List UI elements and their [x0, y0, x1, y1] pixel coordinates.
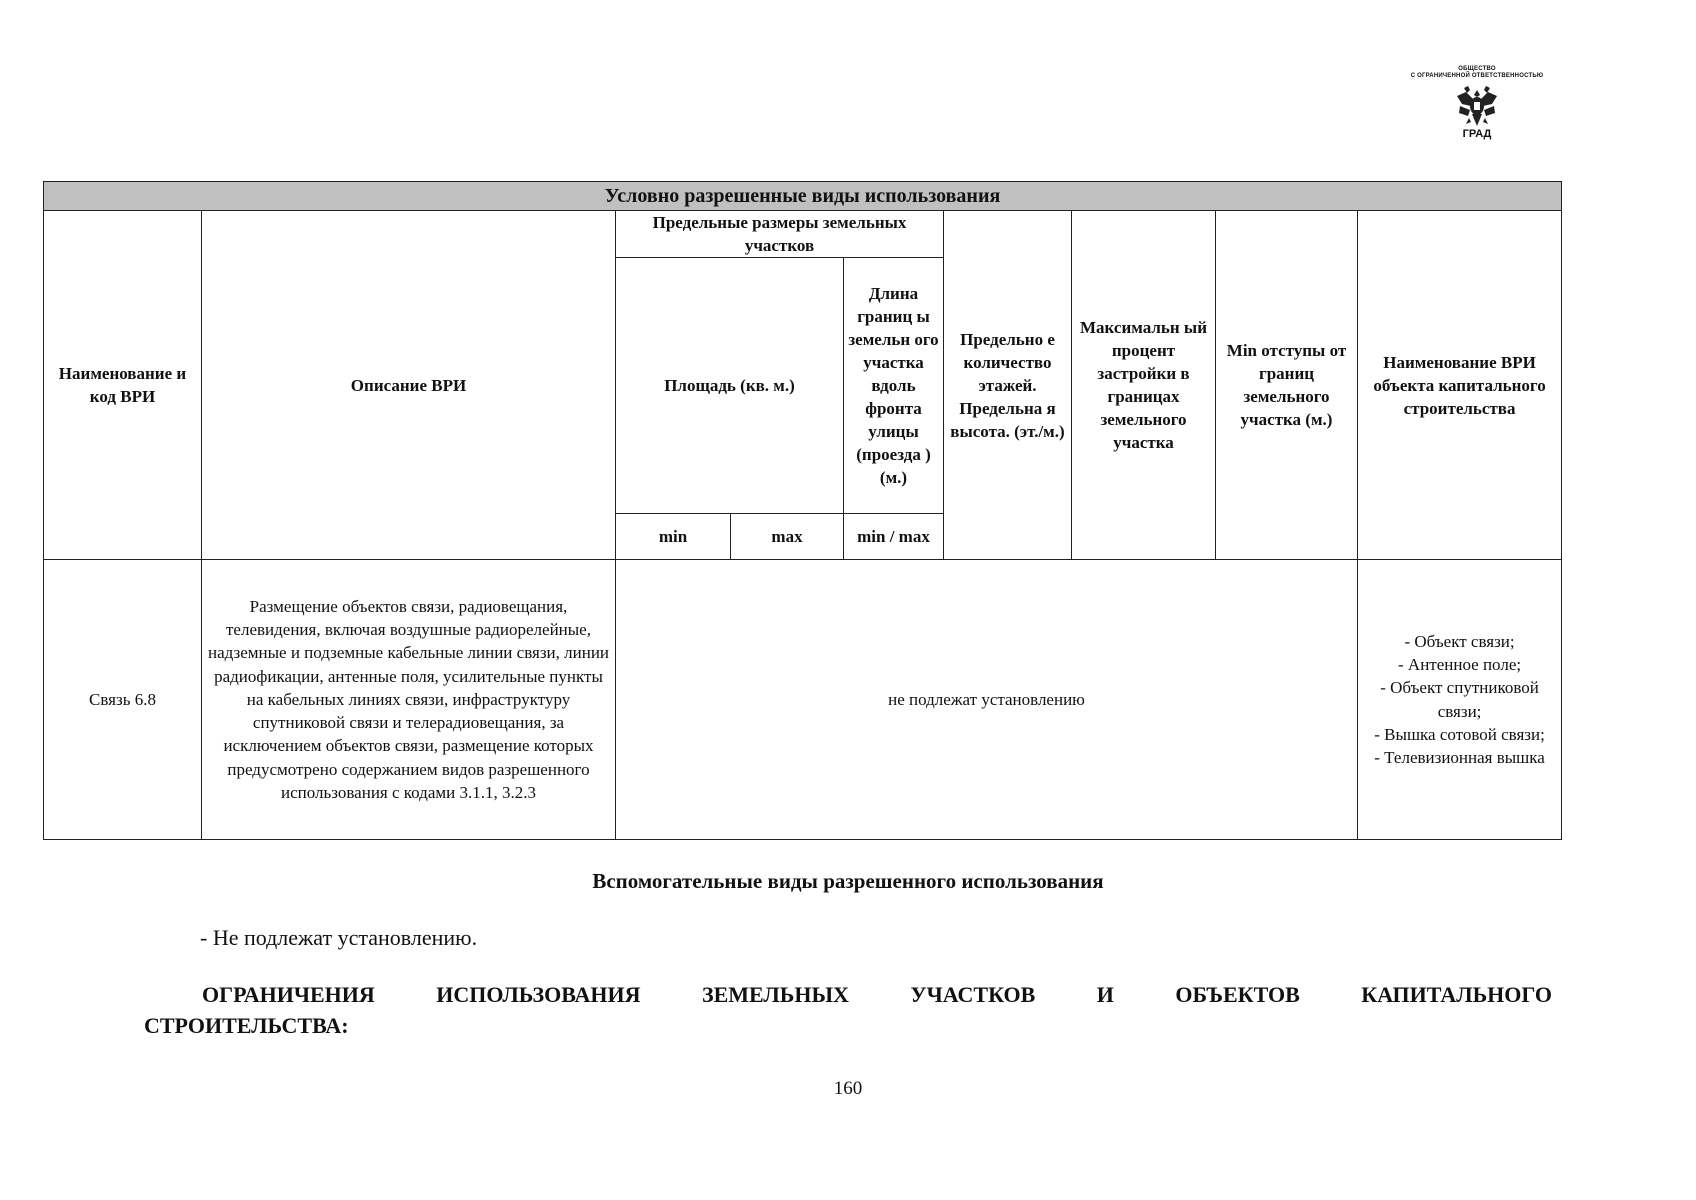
restrictions-word: И — [1096, 982, 1114, 1007]
header-plot-limits: Предельные размеры земельных участков — [616, 211, 944, 258]
object-item: - Объект спутниковой связи; — [1380, 678, 1539, 721]
logo-org-line2: С ОГРАНИЧЕННОЙ ОТВЕТСТВЕННОСТЬЮ — [1410, 73, 1544, 79]
header-object-name: Наименование ВРИ объекта капитального строительства — [1358, 211, 1562, 560]
cell-objects — [1358, 560, 1562, 840]
logo-org-line1: ОБЩЕСТВО — [1458, 66, 1496, 72]
restrictions-word: КАПИТАЛЬНОГО — [1361, 982, 1552, 1007]
company-logo — [1392, 66, 1562, 156]
header-floors: Предельно е количество этажей. Предельна я высота. (эт./м.) — [944, 211, 1072, 560]
header-setbacks: Min отступы от границ земельного участка (м.) — [1216, 211, 1358, 560]
object-item: - Вышка сотовой связи; — [1374, 724, 1545, 744]
restrictions-word: УЧАСТКОВ — [910, 982, 1036, 1007]
restrictions-word: ИСПОЛЬЗОВАНИЯ — [436, 982, 641, 1007]
restrictions-word: ОБЪЕКТОВ — [1175, 982, 1300, 1007]
restrictions-line2: СТРОИТЕЛЬСТВА: — [144, 1013, 349, 1038]
header-coverage: Максимальн ый процент застройки в границах земельного участка — [1072, 211, 1216, 560]
restrictions-word: ЗЕМЕЛЬНЫХ — [701, 982, 849, 1007]
header-frontage: Длина границ ы земельн ого участка вдоль фронта улицы (проезда ) (м.) — [844, 258, 944, 514]
double-headed-eagle-icon — [1454, 82, 1500, 128]
restrictions-word: ОГРАНИЧЕНИЯ — [202, 982, 375, 1007]
restrictions-line1 — [144, 979, 1552, 1010]
header-min-max: min / max — [844, 514, 944, 560]
object-item: - Антенное поле; — [1398, 655, 1522, 675]
header-min: min — [616, 514, 731, 560]
table-title: Условно разрешенные виды использования — [44, 182, 1562, 211]
page-number: 160 — [833, 1078, 863, 1099]
header-description: Описание ВРИ — [202, 211, 616, 560]
restrictions-heading — [144, 979, 1552, 1041]
cell-name-code: Связь 6.8 — [44, 560, 202, 840]
logo-brand: ГРАД — [1462, 128, 1492, 140]
header-area: Площадь (кв. м.) — [616, 258, 844, 514]
header-name-code: Наименование и код ВРИ — [44, 211, 202, 560]
cell-description: Размещение объектов связи, радиовещания, телевидения, включая воздушные радиорелейные, надземные и подземные кабельные линии связи, линии радиофикации, антенные поля, усилительные пункты на кабельных линиях связи, инфраструктуру спутниковой связи и телерадиовещания, за исключением объектов связи, размещение которых предусмотрено содержанием видов разрешенного использования с кодами 3.1.1, 3.2.3 — [202, 560, 616, 840]
cell-limits: не подлежат установлению — [616, 560, 1358, 840]
object-item: - Объект связи; — [1404, 631, 1515, 651]
table-row — [44, 560, 1562, 840]
conditional-use-table — [43, 181, 1562, 840]
object-item: - Телевизионная вышка — [1374, 747, 1545, 767]
auxiliary-text: - Не подлежат установлению. — [200, 925, 478, 950]
header-max: max — [731, 514, 844, 560]
auxiliary-heading: Вспомогательные виды разрешенного использования — [592, 869, 1104, 893]
